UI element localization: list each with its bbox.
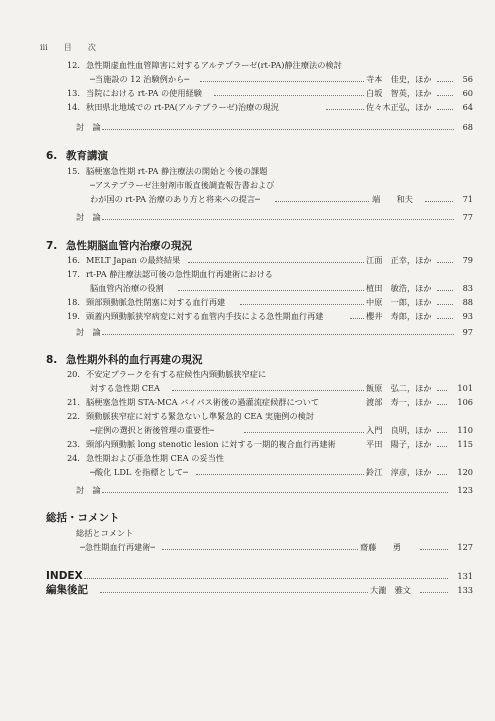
dot-leader [437,390,447,391]
toc-entry: 19. 頭蓋内頸動脈狭窄病変に対する血管内手技による急性期血行再建 櫻井 寿郎，ほか 93 [66,311,473,321]
entry-title: ─アステプラーゼ注射剤市販直後調査報告書および [90,180,275,190]
entry-title: 頸動脈狭窄症に対する緊急ないし準緊急的 CEA 実施例の検討 [86,411,315,421]
index-label: INDEX [46,570,83,582]
header-label-b: 次 [87,43,97,52]
dot-leader [100,592,368,593]
entry-title: 脳梗塞急性期 rt-PA 静注療法の開始と今後の課題 [86,166,268,176]
entry-author: 佐々木正弘，ほか [366,102,432,112]
section-heading: 8. 急性期外科的血行再建の現況 [46,354,203,366]
entry-title: ─急性期血行再建術─ [80,542,156,552]
toc-entry [0,178,495,192]
dot-leader [420,549,448,550]
afterword-entry [0,583,495,597]
entry-title: ─症例の選択と術後管理の重要性─ [90,425,215,435]
dot-leader [102,129,454,130]
entry-title: 急性期虚血性血管障害に対するアルテプラーゼ(rt-PA)静注療法の検討 [86,60,342,70]
dot-leader [172,390,364,391]
toc-entry [0,281,495,295]
entry-author: 植田 敏浩，ほか [366,283,432,293]
entry-page: 93 [462,311,473,321]
toc-entry [0,192,495,206]
entry-title: MELT Japan の最終結果 [86,255,181,265]
toc-entry: 13. 当院における rt-PA の使用経験 白坂 智英，ほか 60 [66,88,473,98]
entry-page: 83 [462,283,473,293]
entry-page: 110 [457,425,473,435]
entry-title: 不安定プラークを有する症候性内頸動脈狭窄症に [86,369,267,379]
dot-leader [437,474,447,475]
section-heading: 7. 急性期脳血管内治療の現況 [46,240,192,252]
entry-title: 当院における rt-PA の使用経験 [86,88,202,98]
entry-title: 脳血管内治療の役割 [90,283,164,293]
entry-title: 脳梗塞急性期 STA-MCA バイパス術後の過灌流症候群について [86,397,320,407]
discussion-entry [0,120,495,134]
entry-author: 齋藤 勇 [360,542,401,552]
entry-title: ─酸化 LDL を指標として─ [90,467,189,477]
entry-author: 櫻井 寿郎，ほか [366,311,432,321]
entry-author: 平田 陽子，ほか [366,439,432,449]
dot-leader [102,219,454,220]
entry-page: 77 [462,212,473,222]
entry-title: 頸部内頸動脈 long stenotic lesion に対する一期的複合血行再建術 [86,439,336,449]
entry-page: 68 [462,122,473,132]
dot-leader [214,95,364,96]
discussion-label: 討 論 [76,327,101,337]
dot-leader [84,578,448,579]
toc-entry: 22. 頸動脈狭窄症に対する緊急ないし準緊急的 CEA 実施例の検討 [66,411,315,421]
entry-page: 88 [462,297,473,307]
dot-leader [420,592,448,593]
toc-entry: 23. 頸部内頸動脈 long stenotic lesion に対する一期的複合血行再建術 平田 陽子，ほか 115 [66,439,473,449]
entry-author: 大瀧 雅文 [370,585,411,595]
discussion-label: 討 論 [76,122,101,132]
toc-entry: 17. rt-PA 静注療法認可後の急性期血行再建術における [66,269,273,279]
entry-title: 頭蓋内頸動脈狭窄病変に対する血管内手技による急性期血行再建 [86,311,324,321]
entry-title: 秋田県北地域での rt-PA(アルテプラーゼ)治療の現況 [86,102,279,112]
entry-title: 急性期および亜急性期 CEA の妥当性 [86,453,224,463]
entry-title: わが国の rt-PA 治療のあり方と将来への提言─ [90,194,260,204]
dot-leader [275,201,369,202]
dot-leader [196,474,364,475]
toc-entry [0,72,495,86]
header-label-a: 目 [63,43,73,52]
dot-leader [102,492,448,493]
entry-page: 60 [462,88,473,98]
summary-heading: 総括・コメント [46,512,120,524]
dot-leader [350,318,364,319]
section-heading: 6. 教育講演 [46,150,108,162]
entry-author: 江面 正幸，ほか [366,255,432,265]
entry-author: 端 和夫 [372,194,413,204]
dot-leader [437,432,447,433]
page-numeral: ⅲ [40,43,49,52]
entry-page: 133 [457,585,473,595]
entry-author: 白坂 智英，ほか [366,88,432,98]
discussion-entry [0,325,495,339]
entry-page: 123 [457,485,473,495]
toc-entry [0,423,495,437]
entry-page: 115 [457,439,473,449]
entry-page: 101 [457,383,473,393]
dot-leader [326,109,364,110]
discussion-entry [0,483,495,497]
discussion-label: 討 論 [76,212,101,222]
toc-entry: 20. 不安定プラークを有する症候性内頸動脈狭窄症に [66,369,267,379]
afterword-label: 編集後記 [46,584,88,596]
entry-title: rt-PA 静注療法認可後の急性期血行再建術における [86,269,273,279]
entry-author: 渡部 寿一，ほか [366,397,432,407]
entry-page: 127 [457,542,473,552]
toc-entry [0,465,495,479]
entry-page: 64 [462,102,473,112]
dot-leader [437,446,447,447]
entry-author: 中原 一郎，ほか [366,297,432,307]
dot-leader [188,262,364,263]
index-entry [0,569,495,583]
toc-entry: 14. 秋田県北地域での rt-PA(アルテプラーゼ)治療の現況 佐々木正弘，ほか 64 [66,102,473,112]
entry-page: 71 [462,194,473,204]
entry-title: 頸部頸動脈急性閉塞に対する血行再建 [86,297,226,307]
toc-entry: 21. 脳梗塞急性期 STA-MCA バイパス術後の過灌流症候群について 渡部 寿一，ほか 106 [66,397,473,407]
toc-entry: 16. MELT Japan の最終結果 江面 正幸，ほか 79 [66,255,473,265]
toc-entry: 18. 頸部頸動脈急性閉塞に対する血行再建 中原 一郎，ほか 88 [66,297,473,307]
dot-leader [178,290,364,291]
entry-page: 131 [457,571,473,581]
dot-leader [200,81,364,82]
entry-page: 120 [457,467,473,477]
dot-leader [437,404,447,405]
summary-entry [0,526,495,540]
entry-author: 飯原 弘二，ほか [366,383,432,393]
running-header [40,42,97,53]
entry-page: 106 [457,397,473,407]
discussion-label: 討 論 [76,485,101,495]
toc-entry [0,381,495,395]
dot-leader [240,304,364,305]
dot-leader [244,432,364,433]
toc-entry: 15. 脳梗塞急性期 rt-PA 静注療法の開始と今後の課題 [66,166,268,176]
summary-entry [0,540,495,554]
toc-entry: 24. 急性期および亜急性期 CEA の妥当性 [66,453,224,463]
dot-leader [102,334,454,335]
entry-author: 入門 良明，ほか [366,425,432,435]
toc-entry: 12. 急性期虚血性血管障害に対するアルテプラーゼ(rt-PA)静注療法の検討 [66,60,342,70]
entry-title: ─当施設の 12 治験例から─ [90,74,190,84]
entry-author: 寺本 佳史，ほか [366,74,432,84]
entry-title: 対する急性期 CEA [90,383,160,393]
dot-leader [162,549,358,550]
entry-title: 総括とコメント [76,528,134,538]
entry-page: 79 [462,255,473,265]
discussion-entry [0,210,495,224]
entry-author: 鈴江 淳彦，ほか [366,467,432,477]
entry-page: 56 [462,74,473,84]
entry-page: 97 [462,327,473,337]
